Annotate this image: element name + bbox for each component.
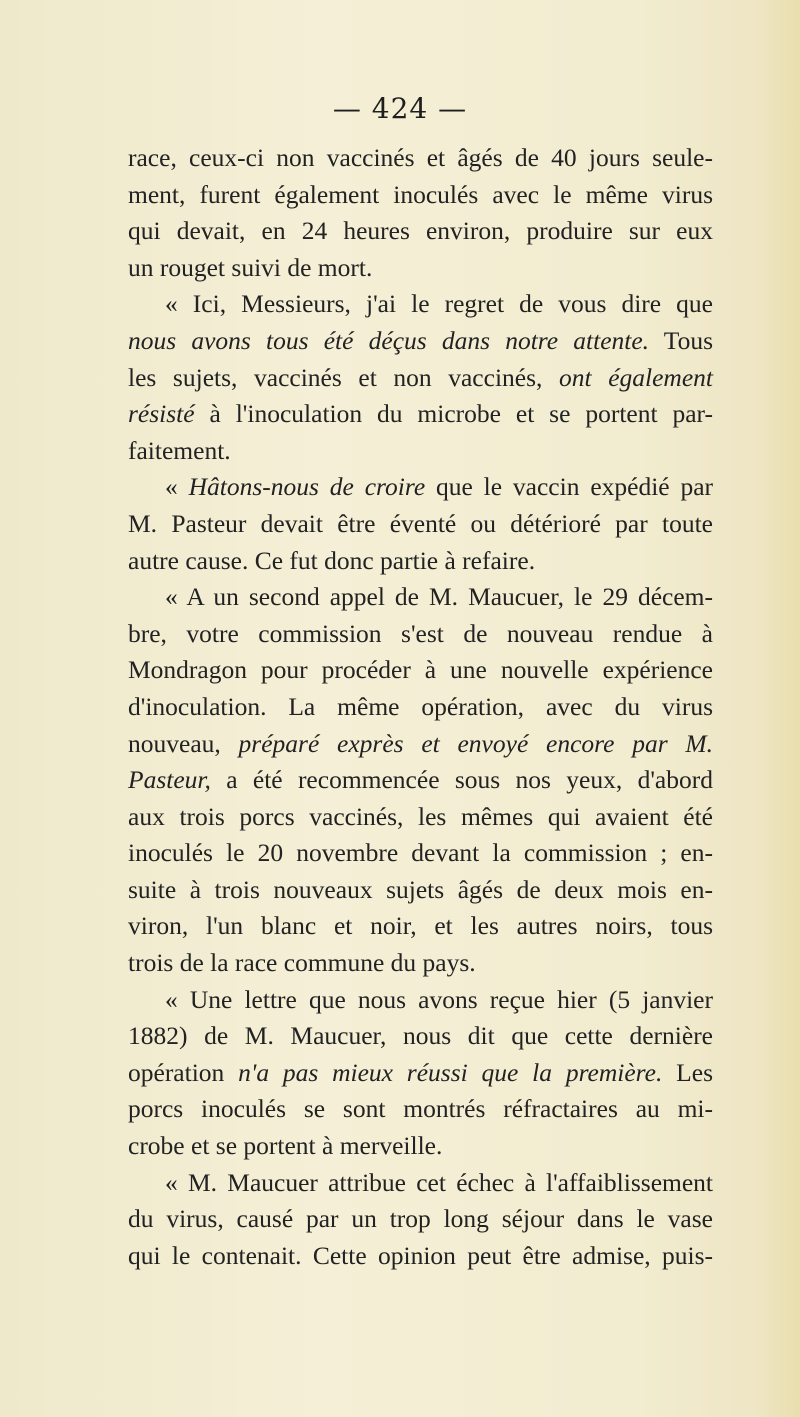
text-segment: qui devait, en 24 heures environ, produire sur eux	[128, 216, 713, 246]
text-line	[128, 140, 713, 177]
text-line	[128, 762, 713, 799]
italic-segment: résisté	[128, 399, 195, 429]
text-line	[128, 213, 713, 250]
text-line	[128, 433, 713, 470]
text-segment: ment, furent également inoculés avec le même virus	[128, 179, 713, 209]
text-segment: « Ici, Messieurs, j'ai le regret de vous dire que	[165, 289, 713, 319]
italic-segment: nous avons tous été déçus dans notre attente.	[128, 325, 650, 355]
text-segment: trois de la race commune du pays.	[128, 948, 476, 978]
text-segment: a été recommencée sous nos yeux, d'abord	[210, 765, 713, 795]
text-segment: « A un second appel de M. Maucuer, le 29 décem-	[165, 582, 713, 612]
text-segment: un rouget suivi de mort.	[128, 252, 373, 282]
text-segment: autre cause. Ce fut donc partie à refaire.	[128, 545, 536, 575]
text-line	[128, 726, 713, 763]
text-segment: 1882) de M. Maucuer, nous dit que cette dernière	[128, 1021, 713, 1051]
text-segment: du virus, causé par un trop long séjour dans le vase	[128, 1204, 713, 1234]
text-segment: Mondragon pour procéder à une nouvelle expérience	[128, 655, 713, 685]
text-line	[128, 323, 713, 360]
text-segment: d'inoculation. La même opération, avec du virus	[128, 691, 713, 721]
italic-segment: Pasteur,	[128, 765, 211, 795]
text-line	[128, 908, 713, 945]
italic-segment: ont également	[559, 362, 713, 392]
text-segment: à l'inoculation du microbe et se portent par-	[194, 399, 713, 429]
text-line	[128, 835, 713, 872]
text-line	[128, 945, 713, 982]
text-line	[128, 543, 713, 580]
text-line	[128, 872, 713, 909]
text-line	[128, 799, 713, 836]
text-segment: « M. Maucuer attribue cet échec à l'affaiblissement	[165, 1167, 713, 1197]
text-segment: bre, votre commission s'est de nouveau rendue à	[128, 618, 713, 648]
page-edge-shading	[760, 0, 800, 1417]
text-line	[128, 689, 713, 726]
text-segment: Tous	[649, 325, 713, 355]
text-segment: race, ceux-ci non vaccinés et âgés de 40 jours seule-	[128, 143, 713, 172]
text-segment: suite à trois nouveaux sujets âgés de deux mois en-	[128, 874, 713, 904]
text-segment: crobe et se portent à merveille.	[128, 1131, 443, 1161]
text-line	[128, 360, 713, 397]
text-line	[128, 652, 713, 689]
text-segment: « Une lettre que nous avons reçue hier (5 janvier	[165, 984, 713, 1014]
text-segment: qui le contenait. Cette opinion peut être admise, puis-	[128, 1240, 713, 1270]
text-line	[128, 469, 713, 506]
text-line	[128, 616, 713, 653]
text-segment: nouveau,	[128, 728, 239, 758]
text-line	[128, 1165, 713, 1202]
text-line	[128, 1018, 713, 1055]
text-segment: Les	[662, 1057, 713, 1087]
text-line	[128, 177, 713, 214]
text-segment: aux trois porcs vaccinés, les mêmes qui avaient été	[128, 801, 713, 831]
page-number: — 424 —	[332, 92, 468, 125]
text-line	[128, 1091, 713, 1128]
text-segment: «	[165, 472, 189, 502]
text-segment: viron, l'un blanc et noir, et les autres noirs, tous	[128, 911, 713, 941]
text-line	[128, 982, 713, 1019]
italic-segment: n'a pas mieux réussi que la première.	[238, 1057, 663, 1087]
text-segment: faitement.	[128, 435, 231, 465]
text-segment: opération	[128, 1057, 239, 1087]
text-line	[128, 250, 713, 287]
text-segment: les sujets, vaccinés et non vaccinés,	[128, 362, 560, 392]
text-segment: M. Pasteur devait être éventé ou détérioré par toute	[128, 508, 713, 538]
text-segment: inoculés le 20 novembre devant la commission ; en-	[128, 838, 713, 868]
italic-segment: préparé exprès et envoyé encore par M.	[238, 728, 714, 758]
text-line	[128, 286, 713, 323]
text-segment: porcs inoculés se sont montrés réfractaires au mi-	[128, 1094, 713, 1124]
text-line	[128, 1238, 713, 1275]
body-text	[128, 140, 713, 1274]
text-line	[128, 1128, 713, 1165]
text-line	[128, 1055, 713, 1092]
text-segment: que le vaccin expédié par	[425, 472, 714, 502]
text-line	[128, 1201, 713, 1238]
text-line	[128, 396, 713, 433]
text-line	[128, 579, 713, 616]
text-line	[128, 506, 713, 543]
italic-segment: Hâtons-nous de croire	[188, 472, 426, 502]
